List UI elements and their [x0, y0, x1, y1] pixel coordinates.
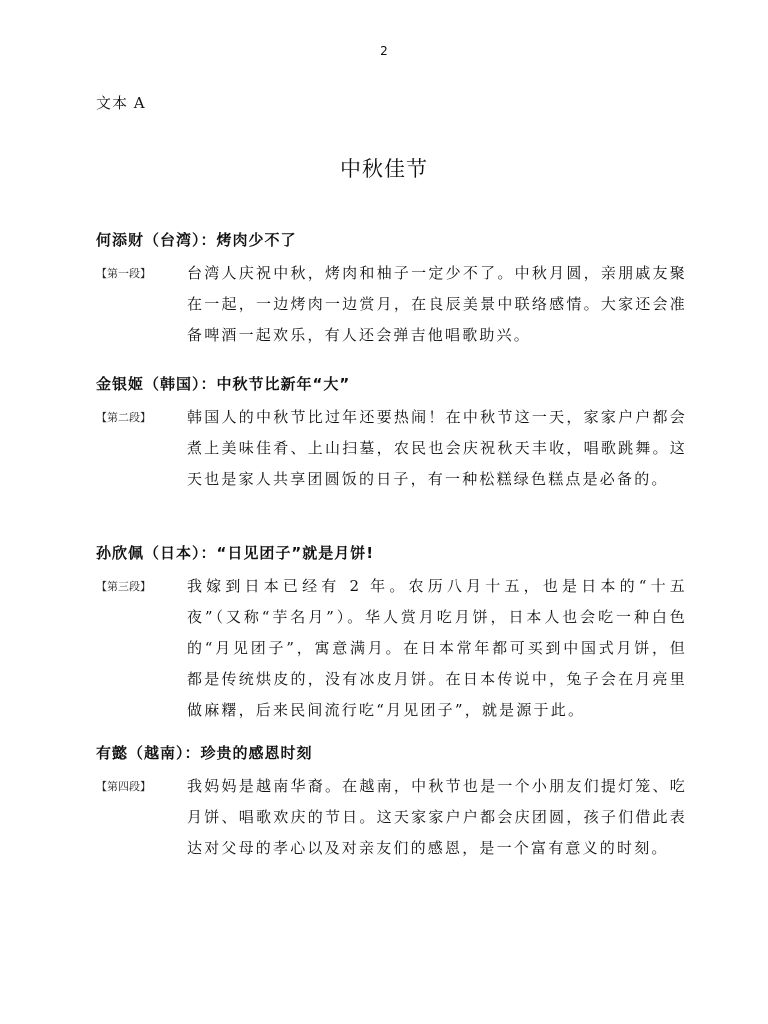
paragraph-text: 台湾人庆祝中秋，烤肉和柚子一定少不了。中秋月圆，亲朋戚友聚在一起，一边烤肉一边赏月，在良辰美景中联络感情。大家还会准备啤酒一起欢乐，有人还会弹吉他唱歌助兴。 [187, 264, 687, 344]
section-taiwan [96, 228, 686, 351]
section-korea [96, 372, 686, 495]
section-japan [96, 541, 686, 726]
paragraph-row [96, 571, 686, 726]
section-heading: 孙欣佩（日本）：“日见团子”就是月饼! [96, 544, 375, 562]
paragraph-text: 我妈妈是越南华裔。在越南，中秋节也是一个小朋友们提灯笼、吃月饼、唱歌欢庆的节日。这天家家户户都会庆团圆，孩子们借此表达对父母的孝心以及对亲友们的感恩，是一个富有意义的时刻。 [187, 777, 687, 857]
paragraph-text: 我嫁到日本已经有 2 年。农历八月十五，也是日本的“十五夜”（又称“芋名月”）。华人赏月吃月饼，日本人也会吃一种白色的“月见团子”，寓意满月。在日本常年都可买到中国式月饼，但都是传统烘皮的，没有冰皮月饼。在日本传说中，兔子会在月亮里做麻糬，后来民间流行吃“月见团子”，就是源于此。 [187, 577, 687, 719]
paragraph-text: 韩国人的中秋节比过年还要热闹！在中秋节这一天，家家户户都会煮上美味佳肴、上山扫墓，农民也会庆祝秋天丰收，唱歌跳舞。这天也是家人共享团圆饭的日子，有一种松糕绿色糕点是必备的。 [187, 408, 687, 488]
section-heading: 何添财（台湾）：烤肉少不了 [96, 231, 297, 249]
paragraph-row [96, 771, 686, 864]
page-title: 中秋佳节 [340, 157, 428, 181]
page-number: 2 [380, 44, 388, 58]
text-label: 文本 A [96, 94, 146, 112]
section-heading: 有懿（越南）：珍贵的感恩时刻 [96, 744, 313, 762]
section-heading: 金银姬（韩国）：中秋节比新年“大” [96, 375, 351, 393]
paragraph-tag: 【第三段】 [96, 580, 151, 593]
paragraph-row [96, 402, 686, 495]
paragraph-tag: 【第四段】 [96, 780, 151, 793]
paragraph-tag: 【第二段】 [96, 411, 151, 424]
paragraph-tag: 【第一段】 [96, 267, 151, 280]
section-vietnam [96, 741, 686, 864]
paragraph-row [96, 258, 686, 351]
